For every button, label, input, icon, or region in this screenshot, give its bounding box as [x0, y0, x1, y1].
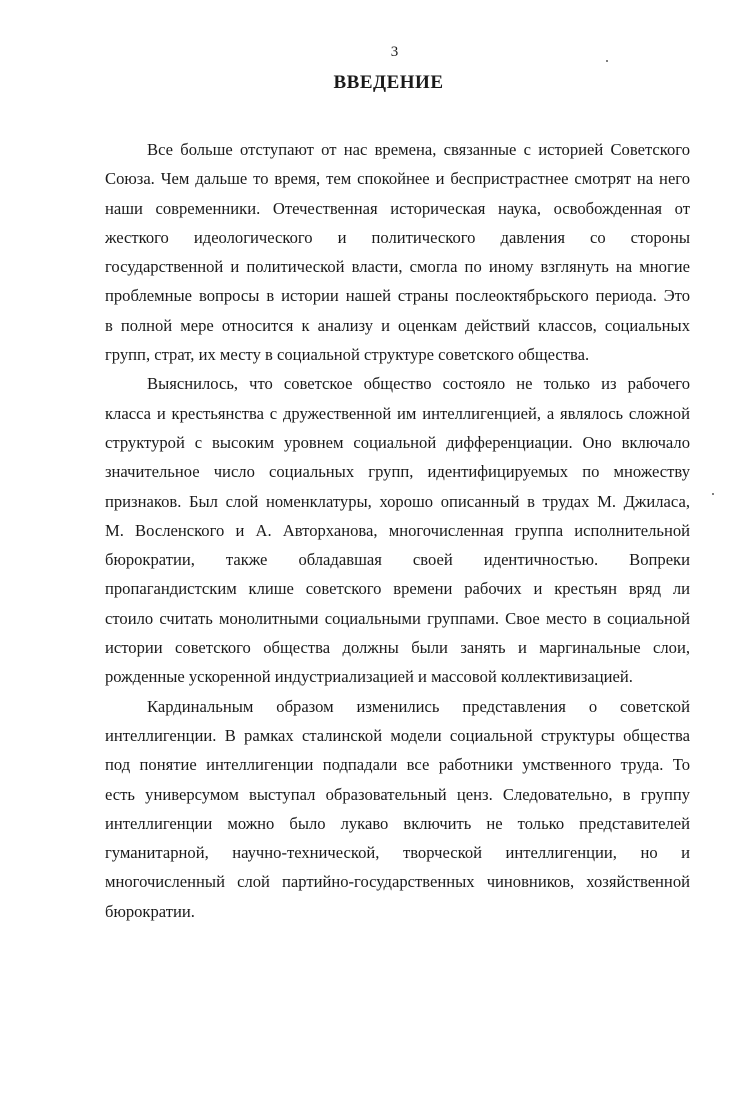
scan-speck — [606, 60, 608, 62]
text-line: жесткого идеологического и политического давления со стороны — [105, 227, 690, 247]
text-line: в полной мере относится к анализу и оценкам действий классов, социальных — [105, 315, 690, 335]
document-body — [105, 135, 690, 926]
text-line: проблемные вопросы в истории нашей страны послеоктябрьского периода. Это — [105, 286, 690, 306]
text-line: Союза. Чем дальше то время, тем спокойнее и беспристрастнее смотрят на него — [105, 169, 690, 189]
text-line: бюрократии. — [105, 901, 195, 921]
page-title: ВВЕДЕНИЕ — [333, 72, 444, 93]
paragraph-3 — [105, 692, 690, 926]
text-line: стоило считать монолитными социальными группами. Свое место в социальной — [105, 608, 690, 628]
text-line: пропагандистским клише советского времени рабочих и крестьян вряд ли — [105, 579, 690, 599]
text-line: рожденные ускоренной индустриализацией и массовой коллективизацией. — [105, 667, 633, 687]
text-line: класса и крестьянства с дружественной им интеллигенцией, а являлось сложной — [105, 403, 690, 423]
text-line: структурой с высоким уровнем социальной дифференциации. Оно включало — [105, 432, 690, 452]
text-line: многочисленный слой партийно-государственных чиновников, хозяйственной — [105, 872, 690, 892]
text-line: групп, страт, их месту в социальной структуре советского общества. — [105, 345, 590, 365]
text-line: Выяснилось, что советское общество состояло не только из рабочего — [147, 374, 690, 394]
text-line: под понятие интеллигенции подпадали все работники умственного труда. То — [105, 755, 690, 775]
text-line: Кардинальным образом изменились представления о советской — [147, 696, 690, 716]
text-line: Все больше отступают от нас времена, связанные с историей Советского — [147, 140, 690, 159]
paragraph-2 — [105, 369, 690, 691]
text-line: истории советского общества должны были занять и маргинальные слои, — [105, 638, 690, 658]
paragraph-1 — [105, 135, 690, 369]
text-line: значительное число социальных групп, идентифицируемых по множеству — [105, 462, 690, 482]
text-line: бюрократии, также обладавшая своей идентичностью. Вопреки — [105, 550, 690, 570]
text-line: интеллигенции. В рамках сталинской модели социальной структуры общества — [105, 725, 690, 745]
text-line: признаков. Был слой номенклатуры, хорошо описанный в трудах М. Джиласа, — [105, 491, 690, 511]
text-line: М. Восленского и А. Авторханова, многочисленная группа исполнительной — [105, 520, 690, 540]
text-line: есть универсумом выступал образовательный ценз. Следовательно, в группу — [105, 784, 690, 804]
text-line: интеллигенции можно было лукаво включить не только представителей — [105, 813, 690, 833]
text-line: государственной и политической власти, смогла по иному взглянуть на многие — [105, 257, 690, 277]
scan-speck — [712, 493, 714, 495]
text-line: наши современники. Отечественная историческая наука, освобожденная от — [105, 198, 690, 218]
page-number: 3 — [390, 44, 399, 60]
text-line: гуманитарной, научно-технической, творческой интеллигенции, но и — [105, 843, 690, 863]
